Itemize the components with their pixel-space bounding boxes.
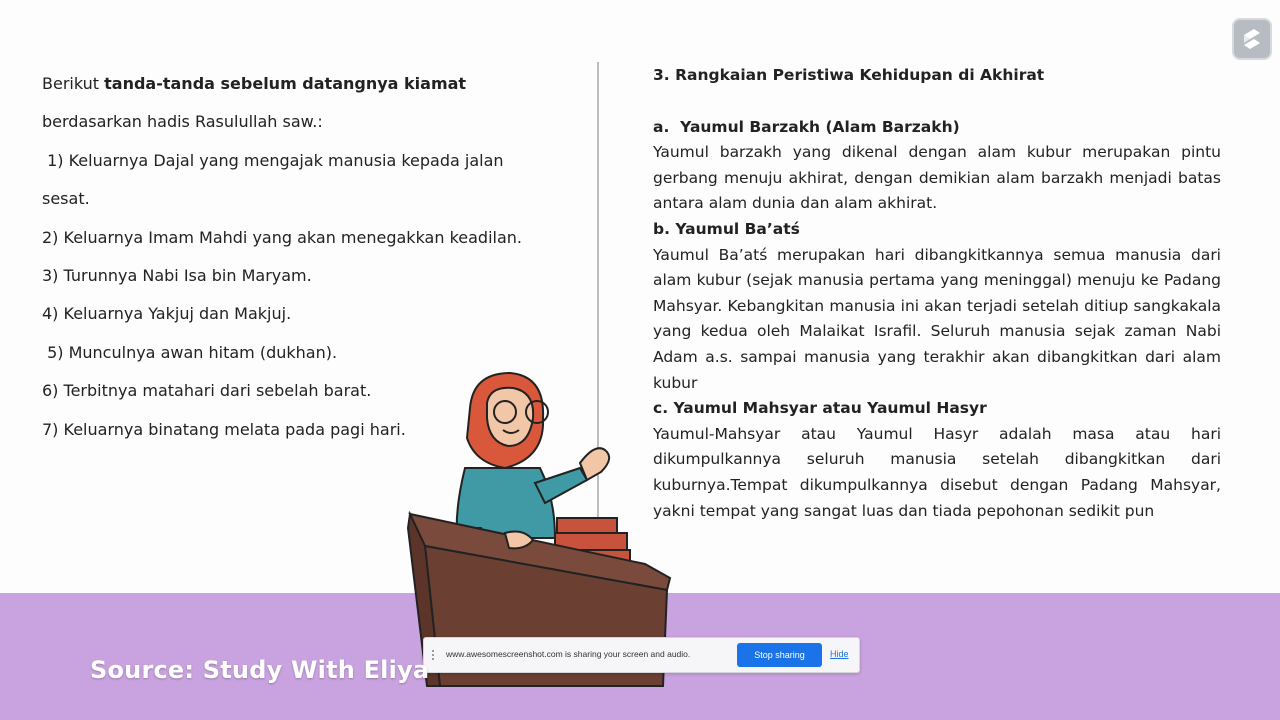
list-item: 2) Keluarnya Imam Mahdi yang akan menegakkan keadilan. (42, 227, 523, 247)
list-item: 7) Keluarnya binatang melata pada pagi hari. (42, 419, 406, 439)
intro-line-1 (42, 72, 582, 110)
subsection-title: b. Yaumul Ba’atś (653, 219, 800, 238)
hide-link[interactable]: Hide (830, 649, 849, 659)
afterlife-events-section (653, 63, 1221, 524)
subsection-body: Yaumul-Mahsyar atau Yaumul Hasyr adalah masa atau hari dikumpulkannya seluruh manusia setelah dibangkitkan dari kuburnya.Tempat dikumpulkannya disebut dengan Padang Mahsyar, yakni tempat yang sangat luas dan tiada pepohonan sedikit pun (653, 424, 1221, 520)
list-item: sesat. (42, 189, 90, 209)
stop-sharing-button[interactable]: Stop sharing (737, 643, 822, 667)
list-item: 5) Munculnya awan hitam (dukhan). (42, 342, 338, 362)
intro-prefix: Berikut (42, 74, 105, 93)
sharing-message: www.awesomescreenshot.com is sharing your screen and audio. (446, 649, 691, 659)
intro-line-2: berdasarkan hadis Rasulullah saw.: (42, 112, 323, 132)
subsection-body: Yaumul barzakh yang dikenal dengan alam kubur merupakan pintu gerbang menuju akhirat, dengan demikian alam barzakh menjadi batas antara alam dunia dan alam akhirat. (653, 143, 1221, 213)
screen-recorder-logo-icon[interactable] (1234, 20, 1270, 58)
drag-handle-icon[interactable] (432, 650, 440, 660)
list-item: 4) Keluarnya Yakjuj dan Makjuj. (42, 304, 292, 324)
screen-share-notification-bar (423, 637, 860, 673)
intro-bold: tanda-tanda sebelum datangnya kiamat (104, 74, 467, 93)
list-item: 6) Terbitnya matahari dari sebelah barat. (42, 381, 372, 401)
list-item: 1) Keluarnya Dajal yang mengajak manusia kepada jalan (42, 150, 504, 170)
subsection-title: c. Yaumul Mahsyar atau Yaumul Hasyr (653, 399, 987, 418)
list-item: 3) Turunnya Nabi Isa bin Maryam. (42, 265, 312, 285)
subsection-title: a. Yaumul Barzakh (Alam Barzakh) (653, 117, 960, 136)
subsection-body: Yaumul Ba’atś merupakan hari dibangkitkannya semua manusia dari alam kubur (sejak manusia pertama yang meninggal) menuju ke Padang Mahsyar. Kebangkitan manusia ini akan terjadi setelah ditiup sangkakala yang kedua oleh Malaikat Israfil. Seluruh manusia sejak zaman Nabi Adam a.s. sampai manusia yang terakhir akan dibangkitkan dari alam kubur (653, 245, 1221, 392)
section-heading: 3. Rangkaian Peristiwa Kehidupan di Akhirat (653, 66, 1045, 84)
source-caption: Source: Study With Eliya (90, 656, 430, 684)
